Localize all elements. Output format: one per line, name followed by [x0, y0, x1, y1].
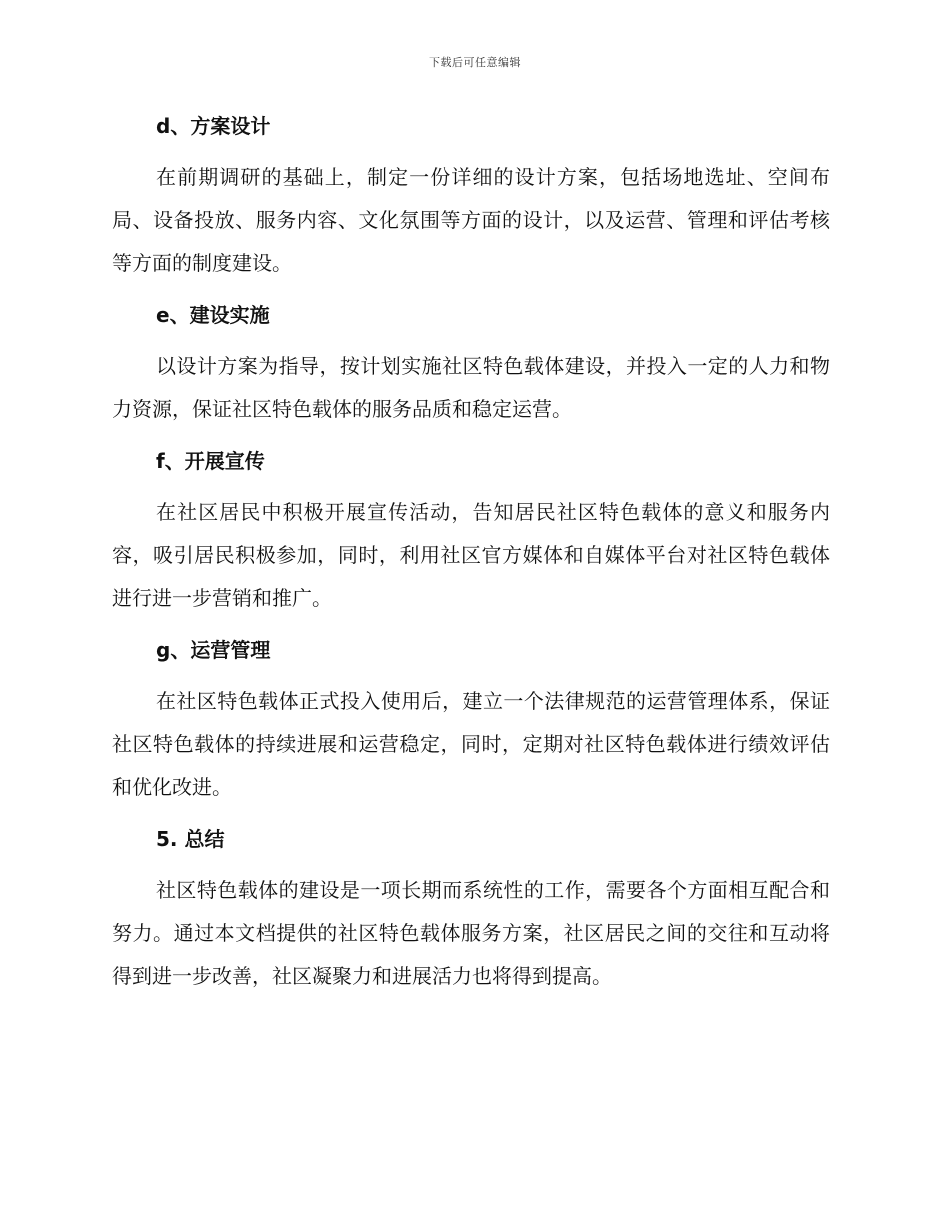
section-paragraph: 在社区居民中积极开展宣传活动，告知居民社区特色载体的意义和服务内容，吸引居民积极参加，同时，利用社区官方媒体和自媒体平台对社区特色载体进行进一步营销和推广。 — [112, 500, 830, 610]
section-plan-design — [112, 110, 830, 285]
section-heading: g、运营管理 — [156, 638, 271, 662]
section-paragraph: 社区特色载体的建设是一项长期而系统性的工作，需要各个方面相互配合和努力。通过本文档提供的社区特色载体服务方案，社区居民之间的交往和互动将得到进一步改善，社区凝聚力和进展活力也将得到提高。 — [112, 878, 830, 988]
page-header: 下载后可任意编辑 — [429, 56, 521, 69]
section-construction — [112, 299, 830, 431]
section-operations — [112, 634, 830, 809]
section-paragraph: 在社区特色载体正式投入使用后，建立一个法律规范的运营管理体系，保证社区特色载体的持续进展和运营稳定，同时，定期对社区特色载体进行绩效评估和优化改进。 — [112, 689, 830, 799]
section-heading: 5. 总结 — [156, 827, 225, 851]
section-publicity — [112, 445, 830, 620]
section-paragraph: 在前期调研的基础上，制定一份详细的设计方案，包括场地选址、空间布局、设备投放、服务内容、文化氛围等方面的设计，以及运营、管理和评估考核等方面的制度建设。 — [112, 165, 830, 275]
section-heading: d、方案设计 — [156, 114, 271, 138]
section-paragraph: 以设计方案为指导，按计划实施社区特色载体建设，并投入一定的人力和物力资源，保证社区特色载体的服务品质和稳定运营。 — [112, 354, 830, 421]
document-body — [112, 110, 830, 1012]
section-heading: e、建设实施 — [156, 303, 270, 327]
section-heading: f、开展宣传 — [156, 449, 265, 473]
section-summary — [112, 823, 830, 998]
